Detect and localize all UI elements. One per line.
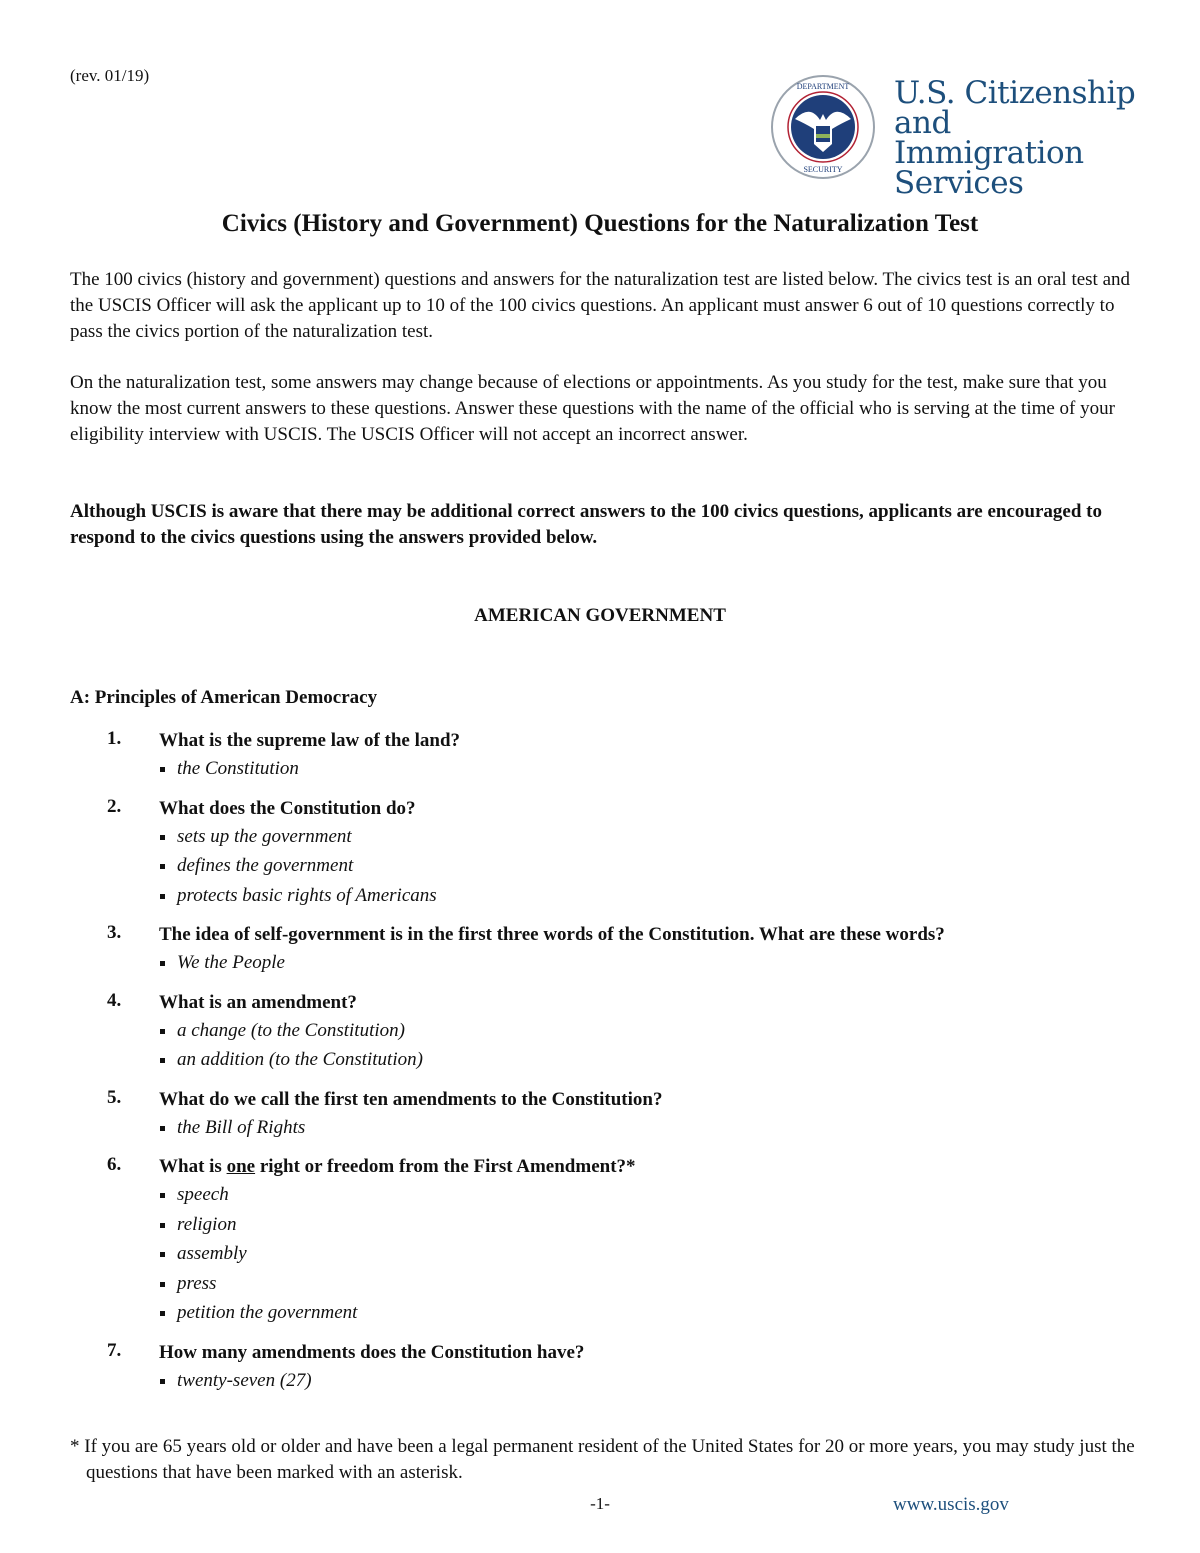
page-number: -1- [590, 1494, 610, 1513]
emphasized-word: one [226, 1156, 256, 1177]
bullet-icon [160, 864, 165, 869]
question-text [159, 990, 1130, 1016]
answer-text: sets up the government [177, 825, 352, 847]
question-number: 7. [107, 1339, 122, 1361]
uscis-logo [770, 72, 1140, 201]
agency-line: Services [894, 165, 1024, 201]
answer-item [159, 1366, 1130, 1396]
bullet-icon [160, 1252, 165, 1257]
answer-text: defines the government [177, 855, 354, 876]
bullet-icon [160, 894, 165, 899]
question-item [70, 1154, 1130, 1328]
question-text-part: What do we call the first ten amendments to the Constitution? [159, 1088, 663, 1110]
answer-item [159, 948, 1130, 978]
question-text-part: How many amendments does the Constitution have? [159, 1341, 585, 1363]
bullet-icon [160, 835, 165, 840]
bullet-icon [160, 961, 165, 966]
answer-item [159, 851, 1130, 881]
bullet-icon [160, 1193, 165, 1198]
bullet-icon [160, 1126, 165, 1131]
question-number: 2. [107, 795, 122, 817]
bullet-icon [160, 1223, 165, 1228]
bullet-icon [160, 1282, 165, 1287]
bullet-icon [160, 1379, 165, 1384]
answer-item [159, 1210, 1130, 1240]
answer-text: press [177, 1272, 217, 1294]
bullet-icon [160, 767, 165, 772]
answer-item [159, 1180, 1130, 1210]
agency-name [894, 75, 1140, 201]
question-number: 1. [107, 728, 122, 749]
question-text [159, 922, 1130, 948]
question-text-part: right or freedom from the First Amendment?* [255, 1156, 636, 1177]
notice-paragraph: Although USCIS is aware that there may be additional correct answers to the 100 civics questions, applicants are encouraged to respond to the civics questions using the answers provided below. [70, 501, 1102, 548]
page-title: Civics (History and Government) Questions for the Naturalization Test [221, 210, 979, 237]
answer-text: twenty-seven (27) [177, 1369, 312, 1391]
elections-paragraph: On the naturalization test, some answers may change because of elections or appointments. As you study for the test, make sure that you know the most current answers to these questions. Answer these questions with the name of the official who is serving at the time of your eligibility interview with USCIS. The USCIS Officer will not accept an incorrect answer. [70, 372, 1115, 445]
question-text-part: What does the Constitution do? [159, 797, 416, 819]
dhs-seal-icon [770, 74, 876, 180]
question-text [159, 1340, 1130, 1366]
question-item [70, 728, 1130, 784]
answer-text: the Bill of Rights [177, 1116, 306, 1138]
answer-text: the Constitution [177, 758, 299, 779]
answer-text: protects basic rights of Americans [177, 884, 437, 906]
question-text [159, 728, 1130, 754]
answer-text: a change (to the Constitution) [177, 1019, 405, 1041]
footnote: * If you are 65 years old or older and have been a legal permanent resident of the United States for 20 or more years, you may study just the questions that have been marked with an asterisk. [70, 1436, 1135, 1483]
bullet-icon [160, 1029, 165, 1034]
question-text-part: What is the supreme law of the land? [159, 730, 461, 751]
answer-item [159, 1239, 1130, 1269]
answer-text: We the People [177, 952, 285, 973]
question-text-part: What is [159, 1156, 227, 1177]
question-text-part: The idea of self-government is in the first three words of the Constitution. What are these words? [159, 924, 945, 945]
agency-line: and Immigration [894, 105, 1084, 171]
question-item [70, 1087, 1130, 1143]
bullet-icon [160, 1311, 165, 1316]
answer-text: religion [177, 1213, 237, 1235]
answer-item [159, 754, 1130, 784]
question-item [70, 990, 1130, 1075]
answer-text: speech [177, 1184, 229, 1205]
answer-text: an addition (to the Constitution) [177, 1049, 423, 1070]
question-number: 4. [107, 989, 122, 1011]
answer-item [159, 1113, 1130, 1143]
question-text [159, 1154, 1130, 1180]
answer-item [159, 1016, 1130, 1046]
answer-item [159, 1269, 1130, 1299]
answer-item [159, 1298, 1130, 1328]
question-list [70, 728, 1130, 1407]
question-item [70, 922, 1130, 978]
website-link[interactable]: www.uscis.gov [893, 1494, 1009, 1515]
svg-text:SECURITY: SECURITY [803, 165, 843, 174]
question-text [159, 1087, 1130, 1113]
question-item [70, 796, 1130, 911]
svg-text:DEPARTMENT: DEPARTMENT [796, 82, 850, 91]
question-text [159, 796, 1130, 822]
question-text-part: What is an amendment? [159, 991, 357, 1013]
answer-item [159, 881, 1130, 911]
agency-line: U.S. Citizenship [894, 75, 1136, 111]
question-item [70, 1340, 1130, 1396]
section-heading: AMERICAN GOVERNMENT [474, 605, 726, 626]
question-number: 5. [107, 1086, 122, 1108]
question-number: 3. [107, 922, 122, 943]
answer-item [159, 822, 1130, 852]
revision-date: (rev. 01/19) [70, 66, 150, 85]
bullet-icon [160, 1058, 165, 1063]
answer-text: assembly [177, 1243, 247, 1264]
question-number: 6. [107, 1154, 122, 1175]
answer-item [159, 1045, 1130, 1075]
intro-paragraph: The 100 civics (history and government) questions and answers for the naturalization test are listed below. The civics test is an oral test and the USCIS Officer will ask the applicant up to 10 of the 100 civics questions. An applicant must answer 6 out of 10 questions correctly to pass the civics portion of the naturalization test. [70, 269, 1131, 342]
subsection-heading: A: Principles of American Democracy [70, 687, 378, 708]
answer-text: petition the government [177, 1302, 358, 1323]
